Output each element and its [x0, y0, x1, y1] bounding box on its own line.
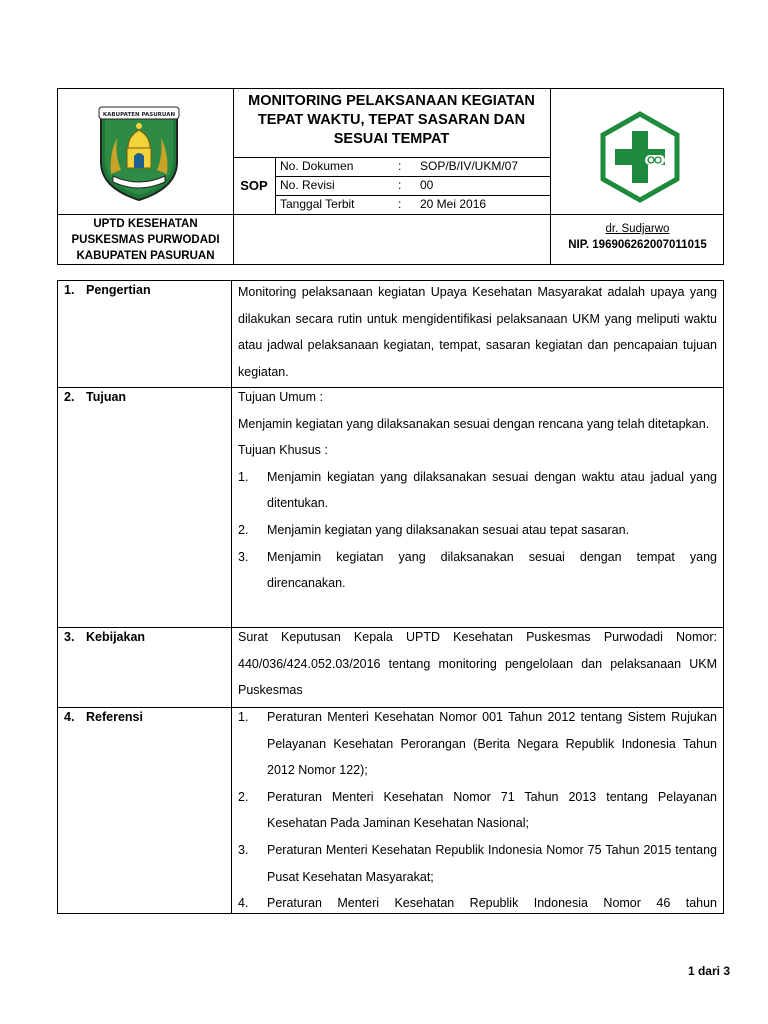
doc-row-value: 00 — [420, 178, 434, 192]
unit-line: PUSKESMAS PURWODADI — [71, 233, 220, 246]
list-item — [238, 837, 717, 890]
divider — [275, 157, 276, 214]
doc-row-colon: : — [398, 159, 402, 173]
list-number: 2. — [238, 789, 249, 804]
doc-row-label: No. Dokumen — [280, 159, 354, 173]
list-text: Peraturan Menteri Kesehatan Nomor 71 Tahun 2013 tentang Pelayanan Kesehatan Pada Jaminan Kesehatan Nasional; — [267, 789, 717, 831]
section-label-referensi — [64, 710, 143, 724]
unit-line: UPTD KESEHATAN — [93, 217, 198, 230]
section-content-referensi — [238, 704, 717, 914]
list-item — [238, 544, 717, 597]
section-content-pengertian — [238, 279, 717, 385]
section-label-kebijakan — [64, 630, 145, 644]
doc-row-colon: : — [398, 178, 402, 192]
paragraph: Surat Keputusan Kepala UPTD Kesehatan Puskesmas Purwodadi Nomor: 440/036/424.052.03/2016 tentang monitoring pengelolaan dan pelaksanaan UKM Puskesmas — [238, 630, 717, 698]
list-number: 3. — [238, 842, 249, 857]
list-item — [238, 704, 717, 784]
list-item — [238, 784, 717, 837]
list-text: Peraturan Menteri Kesehatan Republik Indonesia Nomor 75 Tahun 2015 tentang Pusat Kesehatan Masyarakat; — [267, 842, 717, 884]
list-text: Peraturan Menteri Kesehatan Nomor 001 Tahun 2012 tentang Sistem Rujukan Pelayanan Kesehatan Perorangan (Berita Negara Republik Indonesia Tahun 2012 Nomor 122); — [267, 710, 717, 778]
doc-row-label: No. Revisi — [280, 178, 335, 192]
doc-row-colon: : — [398, 197, 402, 211]
section-content-kebijakan — [238, 624, 717, 704]
puskesmas-logo — [599, 111, 681, 203]
sop-content-table — [57, 280, 724, 914]
signatory-name: dr. Sudjarwo — [605, 223, 670, 235]
section-title: Kebijakan — [86, 630, 146, 644]
list-text: Menjamin kegiatan yang dilaksanakan sesuai atau tepat sasaran. — [267, 522, 630, 537]
signatory-nip: NIP. 196906262007011015 — [568, 239, 707, 251]
list-number: 3. — [238, 549, 249, 564]
section-title: Tujuan — [86, 390, 127, 404]
signatory — [550, 221, 725, 253]
paragraph: Monitoring pelaksanaan kegiatan Upaya Kesehatan Masyarakat adalah upaya yang dilakukan secara rutin untuk mengidentifikasi pelaksanaan UKM yang meliputi waktu atau jadwal pelaksanaan kegiatan, tempat, sasaran kegiatan dan pencapaian tujuan kegiatan. — [238, 285, 717, 379]
list-text: Menjamin kegiatan yang dilaksanakan sesuai dengan waktu atau jadual yang ditentukan. — [267, 469, 717, 511]
list-number: 4. — [238, 896, 249, 911]
unit-line: KABUPATEN PASURUAN — [76, 249, 215, 262]
list-number: 2. — [238, 522, 249, 537]
section-number: 4. — [64, 710, 75, 724]
list-text: Peraturan Menteri Kesehatan Republik Indonesia Nomor 46 tahun — [267, 896, 717, 911]
list-text: Menjamin kegiatan yang dilaksanakan sesuai dengan tempat yang direncanakan. — [267, 549, 717, 591]
doc-row-value: SOP/B/IV/UKM/07 — [420, 159, 519, 173]
regency-logo — [95, 104, 183, 202]
divider — [231, 281, 232, 914]
document-title: MONITORING PELAKSANAAN KEGIATAN TEPAT WAKTU, TEPAT SASARAN DAN SESUAI TEMPAT — [248, 93, 535, 147]
doc-row-value: 20 Mei 2016 — [420, 197, 487, 211]
section-label-pengertian — [64, 283, 151, 297]
unit-name — [58, 214, 233, 265]
subheading: Tujuan Umum : — [238, 390, 323, 404]
section-number: 2. — [64, 390, 75, 404]
subheading: Tujuan Khusus : — [238, 443, 328, 458]
doc-row-label: Tanggal Terbit — [280, 197, 355, 211]
section-number: 1. — [64, 283, 75, 297]
page-number: 1 dari 3 — [687, 964, 730, 978]
section-title: Referensi — [86, 710, 143, 724]
list-number: 1. — [238, 469, 249, 484]
section-label-tujuan — [64, 390, 126, 404]
list-item — [238, 517, 717, 544]
sop-header-table — [57, 88, 724, 265]
list-item — [238, 464, 717, 517]
sop-label: SOP — [240, 178, 268, 193]
list-item — [238, 890, 717, 914]
section-title: Pengertian — [86, 283, 151, 297]
regency-logo-text: KABUPATEN PASURUAN — [102, 112, 176, 118]
list-number: 1. — [238, 710, 249, 724]
section-number: 3. — [64, 630, 75, 644]
paragraph: Menjamin kegiatan yang dilaksanakan sesuai dengan rencana yang telah ditetapkan. — [238, 416, 710, 431]
section-content-tujuan — [238, 384, 717, 597]
